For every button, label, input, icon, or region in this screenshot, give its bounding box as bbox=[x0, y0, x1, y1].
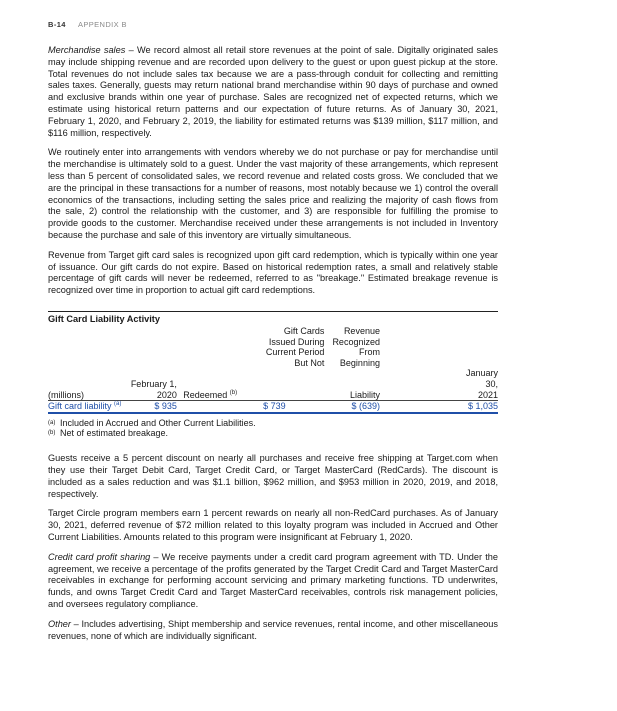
table-header-row-5 bbox=[48, 368, 498, 389]
credit-card-profit-paragraph bbox=[48, 552, 498, 611]
gift-card-paragraph: Revenue from Target gift card sales is recognized upon gift card redemption, which is typically within one year of issuance. Our gift cards do not expire. Based on historical redemption rates, a small and relatively stable percentage of gift cards will never be redeemed, referred to as "breakage." Estimated breakage revenue is recognized over time in proportion to actual gift card redemptions. bbox=[48, 249, 498, 296]
page-header bbox=[48, 20, 127, 29]
header-liability: Liability bbox=[332, 390, 466, 401]
gift-card-liability-table bbox=[48, 311, 498, 414]
table-footnotes bbox=[48, 418, 498, 440]
credit-card-body: – We receive payments under a credit card program agreement with TD. Under the agreement, we receive a percentage of the profits generated by the Target Credit Card and Target MasterCard receivables in exchange for performing account servicing and primary marketing functions. TD underwrites, funds, and owns Target Credit Card and Target MasterCard receivables, controls risk management policies, and oversees regulatory compliance. bbox=[48, 551, 498, 610]
section-label: APPENDIX B bbox=[77, 20, 127, 29]
header-feb-line-1: February 1, bbox=[130, 378, 177, 389]
page-number: B-14 bbox=[48, 20, 66, 29]
merchandise-sales-lead: Merchandise sales bbox=[48, 45, 126, 55]
table-header-row-3 bbox=[48, 347, 498, 358]
table-header-row-6 bbox=[48, 390, 498, 401]
vendor-arrangements-paragraph: We routinely enter into arrangements with vendors whereby we do not purchase or pay for merchandise until the merchandise is ultimately sold to a guest. Under the vast majority of these arrangements, which represent less than 5 percent of consolidated sales, we record revenue and related costs gross. We concluded that we are the principal in these transactions for a number of reasons, most notably because we 1) control the overall economics of the transactions, including setting the sales price and realizing the majority of cash flows from the sale, 2) control the relationship with the customer, and 3) are responsible for fulfilling the promise to provide goods to the customer. Merchandise received under these arrangements is not included in Inventory because the purchase and sale of this inventory are virtually simultaneous. bbox=[48, 147, 498, 240]
value-redeemed-spacer bbox=[177, 401, 263, 413]
other-revenue-paragraph bbox=[48, 619, 498, 643]
table-header-row-4 bbox=[48, 358, 498, 369]
header-issued-line-2: Issued During bbox=[268, 336, 325, 347]
value-jan-2021: $ 1,035 bbox=[467, 401, 498, 412]
header-issued-line-4: But Not bbox=[294, 357, 325, 368]
header-jan-line-1: January 30, bbox=[465, 368, 498, 389]
footnote: (b) Net of estimated breakage. bbox=[48, 428, 169, 439]
header-feb-line-2: 2020 bbox=[128, 390, 177, 401]
redcard-discount-paragraph: Guests receive a 5 percent discount on nearly all purchases and receive free shipping at Target.com when they use their Target Debit Card, Target Credit Card, or Target MasterCard (RedCards). The discount is included as a sales reduction and was $1.1 billion, $962 million, and $953 million in 2020, 2019, and 2018, respectively. bbox=[48, 453, 498, 499]
target-circle-paragraph: Target Circle program members earn 1 percent rewards on nearly all non-RedCard purchases. As of January 30, 2021, deferred revenue of $72 million related to this loyalty program was included in Accrued and Other Current Liabilities. Amounts related to this program were insignificant at February 1, 2020. bbox=[48, 508, 498, 543]
other-body: – Includes advertising, Shipt membership and service revenues, rental income, and other miscellaneous revenues, none of which are individually significant. bbox=[48, 618, 498, 641]
table-header-row-2 bbox=[48, 337, 498, 348]
value-feb-2020: $ 935 bbox=[128, 401, 177, 413]
header-redeemed: Redeemed $^{(b)}$ bbox=[177, 390, 263, 401]
header-recognized-line-1: Revenue bbox=[343, 325, 380, 336]
header-issued-line-1: Gift Cards bbox=[283, 325, 325, 336]
header-issued-line-3: Current Period bbox=[265, 347, 325, 358]
header-recognized-line-3: From bbox=[358, 347, 380, 358]
merchandise-sales-paragraph bbox=[48, 45, 498, 139]
table-header-row-1 bbox=[48, 326, 498, 337]
document-body bbox=[48, 45, 498, 650]
value-recognized: $ (639) bbox=[332, 401, 466, 413]
row-label: Gift card liability $^{(a)}$ bbox=[48, 401, 128, 413]
header-recognized-line-2: Recognized bbox=[332, 336, 380, 347]
table-title: Gift Card Liability Activity bbox=[48, 313, 160, 324]
header-jan-line-2: 2021 bbox=[466, 390, 498, 401]
other-lead: Other bbox=[48, 618, 71, 629]
table-row bbox=[48, 401, 498, 413]
header-recognized-line-4: Beginning bbox=[339, 357, 380, 368]
value-issued: $ 739 bbox=[263, 401, 332, 413]
merchandise-sales-body: – We record almost all retail store revenues at the point of sale. Digitally originated sales may include shipping revenue and are recorded upon delivery to the guest or upon guest pickup at the store. Total revenues do not include sales tax because we are a pass-through conduit for collecting and remitting sales taxes. Generally, guests may return national brand merchandise within 90 days of purchase and owned and exclusive brands within one year of purchase. Sales are recognized net of expected returns, which we estimate using historical return patterns and our expectation of future returns. As of January 30, 2021, February 1, 2020, and February 2, 2019, the liability for estimated returns was $139 million, $117 million, and $116 million, respectively. bbox=[48, 45, 498, 138]
footnote: (a) Included in Accrued and Other Current Liabilities. bbox=[48, 417, 256, 428]
unit-label: (millions) bbox=[48, 390, 128, 401]
credit-card-lead: Credit card profit sharing bbox=[48, 551, 151, 562]
